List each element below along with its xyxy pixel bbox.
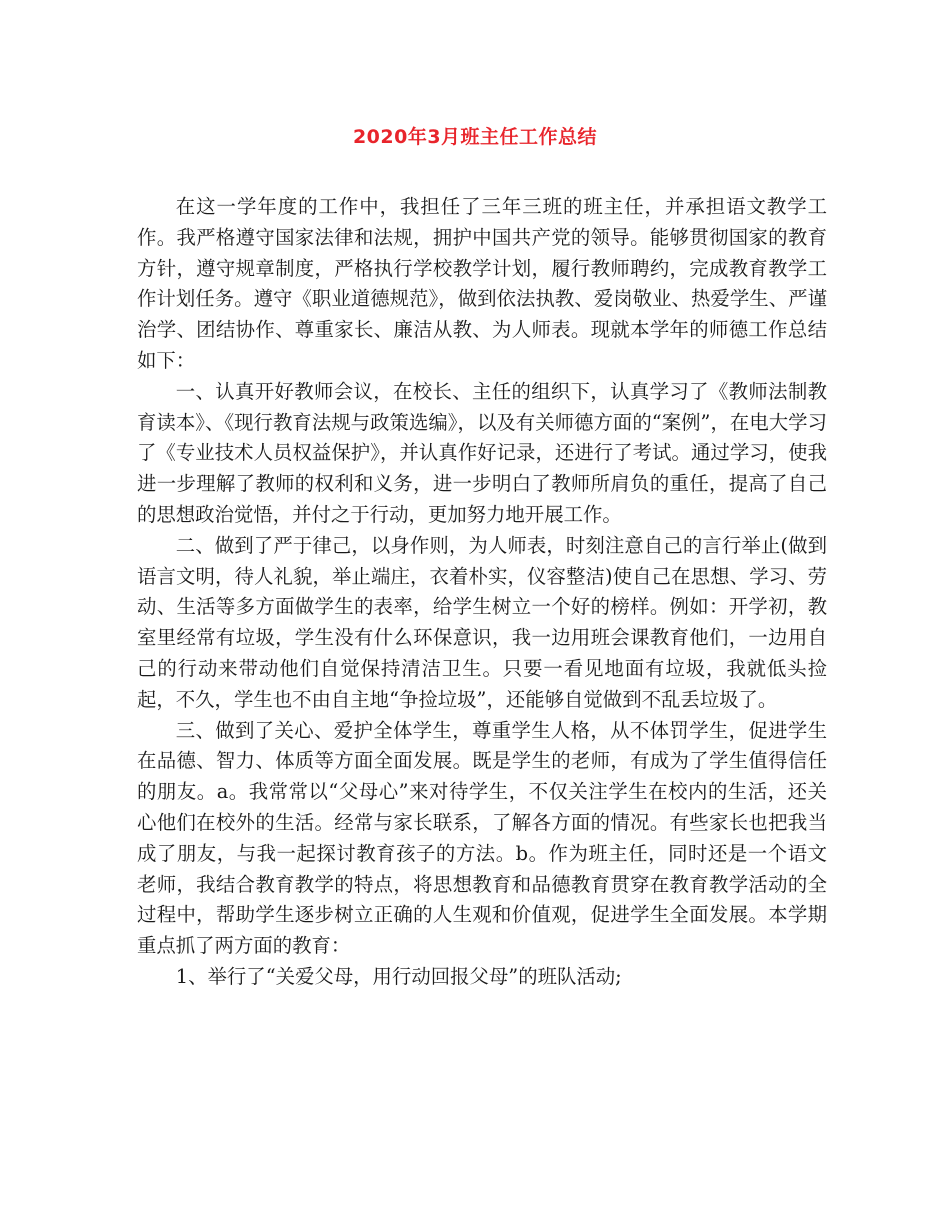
document-title: 2020年3月班主任工作总结 [352, 126, 598, 148]
document-body [137, 192, 827, 993]
paragraph-section-one: 一、认真开好教师会议，在校长、主任的组织下，认真学习了《教师法制教育读本》、《现行教育法规与政策选编》，以及有关师德方面的“案例”，在电大学习了《专业技术人员权益保护》，并认真作好记录，还进行了考试。通过学习，使我进一步理解了教师的权利和义务，进一步明白了教师所肩负的重任，提高了自己的思想政治觉悟，并付之于行动，更加努力地开展工作。 [137, 379, 827, 526]
paragraph-section-two: 二、做到了严于律己，以身作则，为人师表，时刻注意自己的言行举止(做到语言文明，待人礼貌，举止端庄，衣着朴实，仪容整洁)使自己在思想、学习、劳动、生活等多方面做学生的表率，给学生树立一个好的榜样。例如：开学初，教室里经常有垃圾，学生没有什么环保意识，我一边用班会课教育他们，一边用自己的行动来带动他们自觉保持清洁卫生。只要一看见地面有垃圾，我就低头捡起，不久，学生也不由自主地“争捡垃圾”，还能够自觉做到不乱丢垃圾了。 [137, 533, 827, 711]
paragraph-section-three: 三、做到了关心、爱护全体学生，尊重学生人格，从不体罚学生，促进学生在品德、智力、体质等方面全面发展。既是学生的老师，有成为了学生值得信任的朋友。a。我常常以“父母心”来对待学生，不仅关注学生在校内的生活，还关心他们在校外的生活。经常与家长联系，了解各方面的情况。有些家长也把我当成了朋友，与我一起探讨教育孩子的方法。b。作为班主任，同时还是一个语文老师，我结合教育教学的特点，将思想教育和品德教育贯穿在教育教学活动的全过程中，帮助学生逐步树立正确的人生观和价值观，促进学生全面发展。本学期重点抓了两方面的教育： [137, 718, 827, 958]
paragraph-list-item-one: 1、举行了“关爱父母，用行动回报父母”的班队活动; [175, 964, 622, 988]
paragraph-intro: 在这一学年度的工作中，我担任了三年三班的班主任，并承担语文教学工作。我严格遵守国家法律和法规，拥护中国共产党的领导。能够贯彻国家的教育方针，遵守规章制度，严格执行学校教学计划，履行教师聘约，完成教育教学工作计划任务。遵守《职业道德规范》，做到依法执教、爱岗敬业、热爱学生、严谨治学、团结协作、尊重家长、廉洁从教、为人师表。现就本学年的师德工作总结如下： [137, 195, 827, 372]
